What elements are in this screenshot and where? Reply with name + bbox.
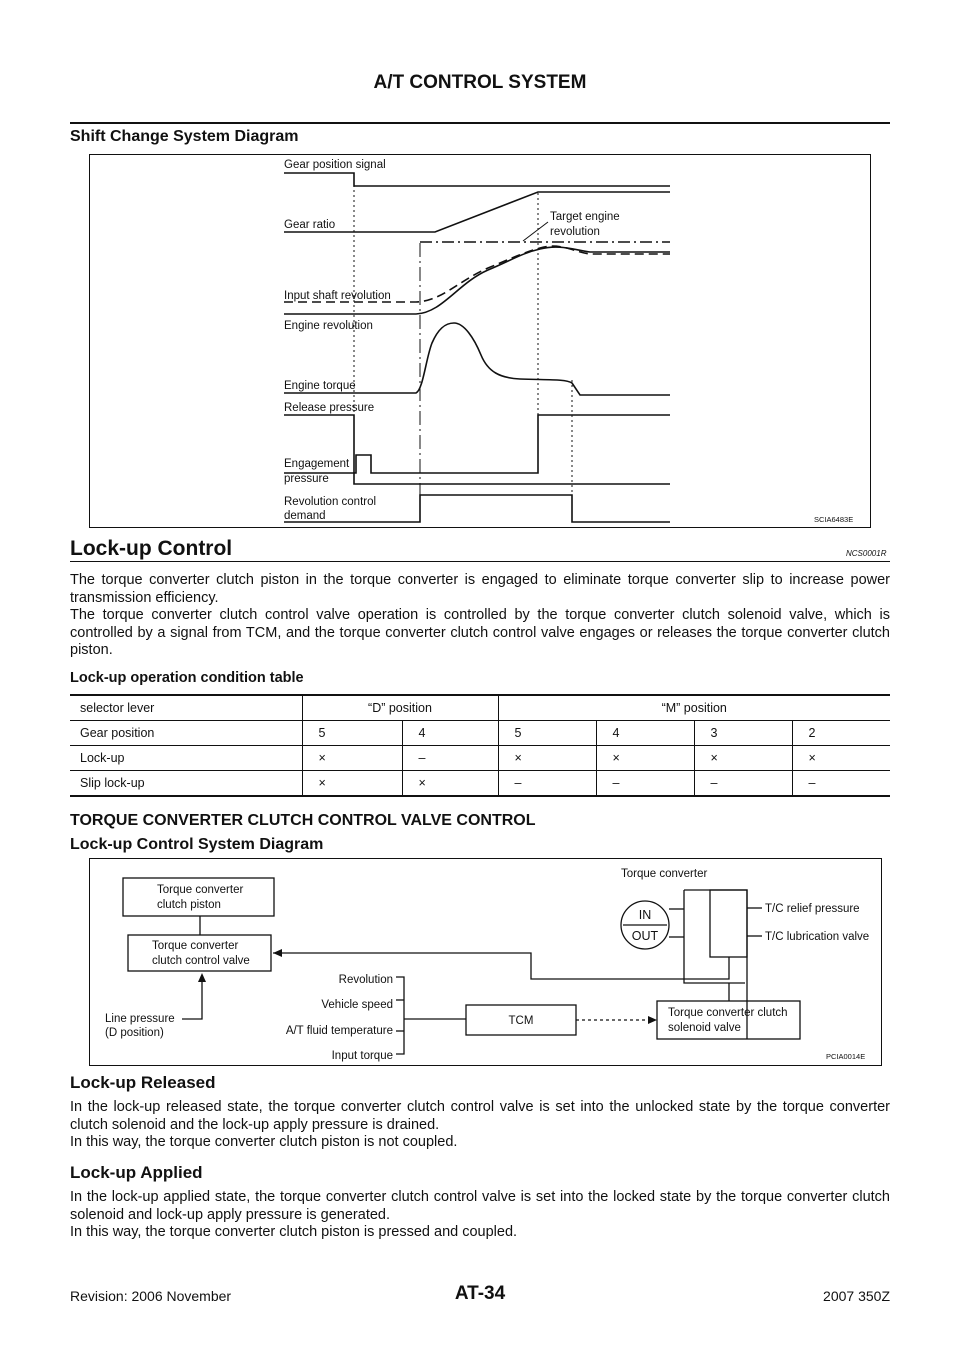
lockup-system-diagram [89, 858, 882, 1066]
shift-change-diagram [89, 154, 871, 528]
label-valve-2: clutch control valve [152, 955, 250, 967]
label-piston-2: clutch piston [157, 899, 221, 911]
table-cell: 5 [498, 721, 596, 746]
figure-code-2: PCIA0014E [826, 1052, 866, 1061]
label-rev-control-1: Revolution control [284, 496, 377, 508]
table-header-d: “D” position [302, 695, 498, 721]
label-engine-revolution: Engine revolution [284, 320, 373, 332]
label-fluid-temp: A/T fluid temperature [285, 1025, 393, 1037]
lockup-condition-table [70, 694, 890, 797]
table-row [70, 721, 890, 746]
table-cell: × [402, 771, 498, 797]
lockup-released-title: Lock-up Released [70, 1073, 216, 1092]
table-row [70, 771, 890, 797]
converter-body [684, 890, 745, 983]
label-valve-1: Torque converter [152, 940, 239, 952]
lockup-rule [70, 561, 890, 562]
applied-para-1: In the lock-up applied state, the torque converter clutch control valve is set into the locked state by the torque converter clutch solenoid and lock-up apply pressure is generated. [70, 1189, 890, 1223]
table-cell: – [402, 746, 498, 771]
lockup-applied-title: Lock-up Applied [70, 1163, 203, 1182]
line-pressure-line [182, 981, 202, 1019]
label-vehicle-speed: Vehicle speed [321, 999, 393, 1011]
table-cell: 2 [792, 721, 890, 746]
gear-position-signal-line [284, 173, 670, 186]
table-cell: – [792, 771, 890, 797]
target-engine-leader [523, 222, 548, 241]
footer-revision: Revision: 2006 November [70, 1288, 232, 1304]
label-revolution: Revolution [338, 974, 393, 986]
section-code: NCS0001R [846, 549, 887, 558]
table-header-m: “M” position [498, 695, 890, 721]
table-cell: × [792, 746, 890, 771]
shift-change-svg [90, 155, 870, 527]
label-lubrication: T/C lubrication valve [765, 931, 870, 943]
applied-para-2: In this way, the torque converter clutch piston is pressed and coupled. [70, 1224, 518, 1240]
label-rev-control-2: demand [284, 510, 326, 522]
table-row-label: Slip lock-up [70, 771, 302, 797]
engine-revolution-line [284, 247, 670, 314]
label-in: IN [638, 908, 652, 922]
table-header-label: selector lever [70, 695, 302, 721]
label-engagement-1: Engagement [284, 458, 350, 470]
footer-model: 2007 350Z [823, 1288, 890, 1304]
lockup-applied-text [70, 1189, 890, 1242]
table-row [70, 746, 890, 771]
table-cell: × [596, 746, 694, 771]
table-cell: – [498, 771, 596, 797]
converter-right-box [710, 890, 747, 957]
released-para-2: In this way, the torque converter clutch piston is not coupled. [70, 1134, 458, 1150]
label-gear-position-signal: Gear position signal [284, 159, 386, 171]
label-input-torque: Input torque [331, 1050, 393, 1062]
lockup-para-1: The torque converter clutch piston in the torque converter is engaged to eliminate torque converter slip to increase power transmission efficiency. [70, 572, 890, 606]
label-release-pressure: Release pressure [284, 402, 375, 414]
lockup-para-2: The torque converter clutch control valve operation is controlled by the torque converter clutch solenoid valve, which is controlled by a signal from TCM, and the torque converter clutch control valve engages or releases the torque converter clutch piston. [70, 607, 890, 658]
lockup-released-text [70, 1099, 890, 1152]
tcc-title: TORQUE CONVERTER CLUTCH CONTROL VALVE CONTROL [70, 812, 536, 829]
arrow-to-solenoid [648, 1016, 657, 1024]
label-target-engine-2: revolution [550, 226, 600, 238]
arrow-to-valve [273, 949, 282, 957]
table-row-label: Gear position [70, 721, 302, 746]
table-cell: × [302, 771, 402, 797]
lockup-control-title: Lock-up Control [70, 537, 233, 560]
label-gear-ratio: Gear ratio [284, 219, 336, 231]
label-torque-converter: Torque converter [621, 868, 708, 880]
label-line-pressure-1: Line pressure [105, 1013, 175, 1025]
table-cell: × [694, 746, 792, 771]
table-cell: 4 [596, 721, 694, 746]
table-cell: – [596, 771, 694, 797]
table-cell: 5 [302, 721, 402, 746]
label-tcm: TCM [508, 1015, 534, 1027]
lockup-description [70, 572, 890, 660]
table-cell: × [302, 746, 402, 771]
arrow-line-pressure [198, 973, 206, 982]
table-header-row [70, 695, 890, 721]
header-rule [70, 122, 890, 124]
page-header-title: A/T CONTROL SYSTEM [373, 72, 587, 93]
table-title: Lock-up operation condition table [70, 670, 304, 686]
table-cell: 4 [402, 721, 498, 746]
label-piston-1: Torque converter [157, 884, 244, 896]
table-cell: 3 [694, 721, 792, 746]
label-engine-torque: Engine torque [284, 380, 356, 392]
label-out: OUT [631, 929, 659, 943]
label-solenoid-2: solenoid valve [668, 1022, 741, 1034]
shift-change-title: Shift Change System Diagram [70, 128, 299, 145]
label-line-pressure-2: (D position) [105, 1027, 164, 1039]
table-cell: – [694, 771, 792, 797]
page-number: AT-34 [454, 1283, 506, 1304]
lockup-system-svg [90, 859, 881, 1065]
label-target-engine-1: Target engine [550, 211, 620, 223]
table-row-label: Lock-up [70, 746, 302, 771]
label-solenoid-1: Torque converter clutch [668, 1007, 788, 1019]
table-cell: × [498, 746, 596, 771]
tcc-subtitle: Lock-up Control System Diagram [70, 836, 324, 853]
label-engagement-2: pressure [284, 473, 329, 485]
figure-code-1: SCIA6483E [814, 515, 854, 524]
label-relief: T/C relief pressure [765, 903, 860, 915]
label-input-shaft: Input shaft revolution [284, 290, 391, 302]
sensor-bracket [396, 977, 404, 1054]
released-para-1: In the lock-up released state, the torque converter clutch control valve is set into the unlocked state by the torque converter clutch solenoid and the lock-up apply pressure is drained. [70, 1099, 890, 1133]
